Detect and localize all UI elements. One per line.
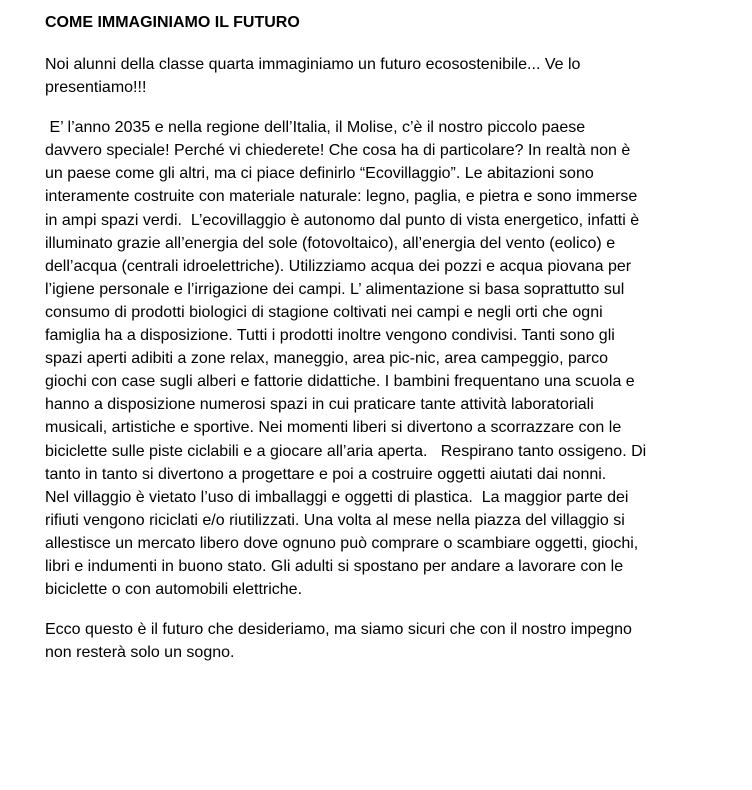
text-line: biciclette sulle piste ciclabili e a giocare all’aria aperta. Respirano tanto ossigeno. Di: [45, 442, 647, 460]
text-line: famiglia ha a disposizione. Tutti i prodotti inoltre vengono condivisi. Tanti sono gli: [45, 327, 615, 345]
text-line: allestisce un mercato libero dove ognuno può comprare o scambiare oggetti, giochi,: [45, 534, 639, 552]
text-line: rifiuti vengono riciclati e/o riutilizzati. Una volta al mese nella piazza del villaggio si: [45, 511, 625, 529]
text-line: Noi alunni della classe quarta immaginiamo un futuro ecosostenibile... Ve lo: [45, 56, 581, 73]
text-line: consumo di prodotti biologici di stagione coltivati nei campi e negli orti che ogni: [45, 303, 603, 321]
text-line: in ampi spazi verdi. L’ecovillaggio è autonomo dal punto di vista energetico, infatti è: [45, 211, 640, 229]
text-line: non resterà solo un sogno.: [45, 644, 235, 662]
text-line: tanto in tanto si divertono a progettare e poi a costruire oggetti aiutati dai nonni.: [45, 465, 607, 483]
text-line: davvero speciale! Perché vi chiederete! Che cosa ha di particolare? In realtà non è: [45, 142, 631, 160]
text-line: spazi aperti adibiti a zone relax, maneggio, area pic-nic, area campeggio, parco: [45, 350, 608, 368]
text-line: hanno a disposizione numerosi spazi in cui praticare tante attività laboratoriali: [45, 396, 594, 414]
text-line: dell’acqua (centrali idroelettriche). Utilizziamo acqua dei pozzi e acqua piovana per: [45, 257, 632, 275]
intro-paragraph: [45, 53, 717, 99]
text-line: E’ l’anno 2035 e nella regione dell’Italia, il Molise, c’è il nostro piccolo paese: [45, 119, 586, 137]
text-line: giochi con case sugli alberi e fattorie didattiche. I bambini frequentano una scuola e: [45, 373, 635, 391]
text-line: un paese come gli altri, ma ci piace definirlo “Ecovillaggio”. Le abitazioni sono: [45, 165, 594, 183]
text-line: interamente costruite con materiale naturale: legno, paglia, e pietra e sono immerse: [45, 188, 638, 206]
text-line: Ecco questo è il futuro che desideriamo, ma siamo sicuri che con il nostro impegno: [45, 621, 632, 639]
closing-paragraph: [45, 618, 717, 664]
text-line: illuminato grazie all’energia del sole (fotovoltaico), all’energia del vento (eolico) e: [45, 234, 616, 252]
text-line: Nel villaggio è vietato l’uso di imballaggi e oggetti di plastica. La maggior parte dei: [45, 488, 629, 506]
text-line: presentiamo!!!: [45, 79, 147, 97]
body-paragraph: [45, 116, 717, 601]
document-title: COME IMMAGINIAMO IL FUTURO: [45, 14, 300, 31]
document-page: [45, 12, 717, 681]
text-line: musicali, artistiche e sportive. Nei momenti liberi si divertono a scorrazzare con le: [45, 419, 622, 437]
text-line: biciclette o con automobili elettriche.: [45, 581, 303, 599]
text-line: libri e indumenti in buono stato. Gli adulti si spostano per andare a lavorare con le: [45, 557, 624, 575]
text-line: l’igiene personale e l’irrigazione dei campi. L’ alimentazione si basa soprattutto sul: [45, 280, 625, 298]
